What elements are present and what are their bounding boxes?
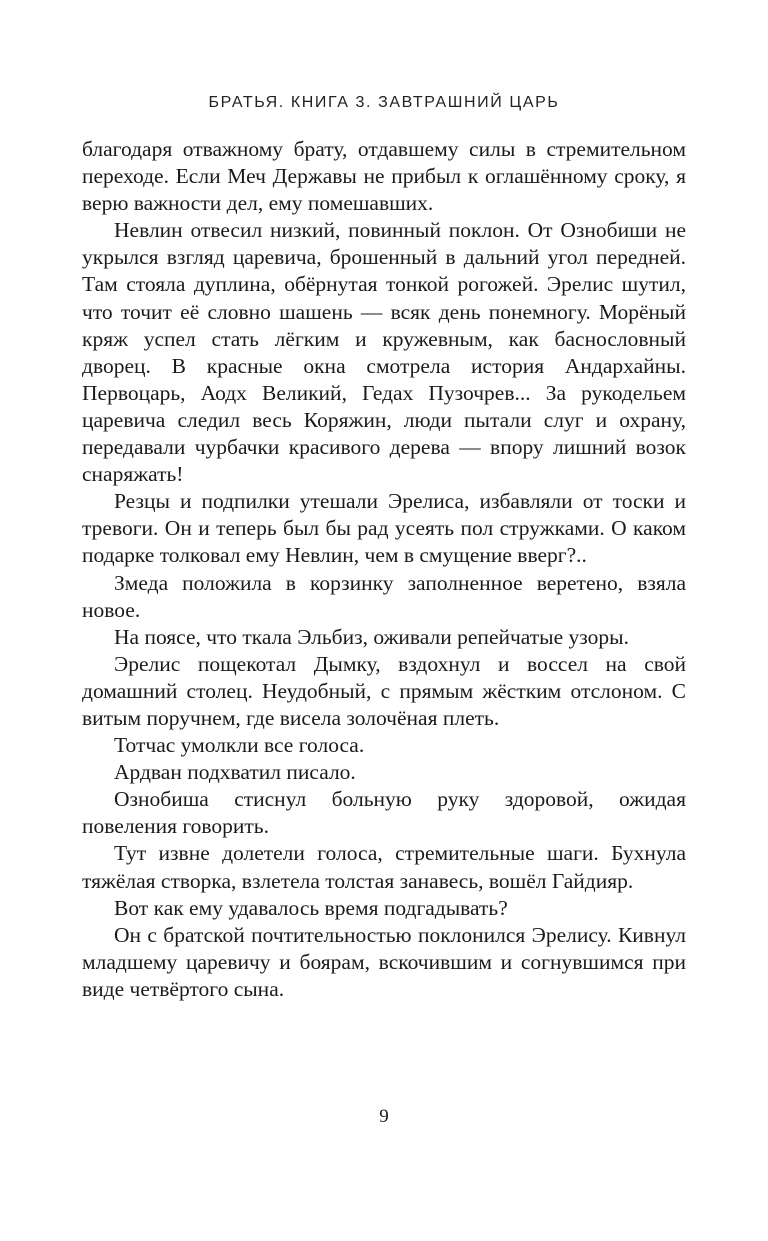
body-text <box>82 136 686 1003</box>
running-title: БРАТЬЯ. КНИГА 3. ЗАВТРАШНИЙ ЦАРЬ <box>208 94 560 111</box>
paragraph: Невлин отвесил низкий, повинный поклон. От Ознобиши не укрылся взгляд царевича, брошенный в дальний угол передней. Там стояла дуплина, обёрнутая тонкой рогожей. Эрелис шутил, что точит её словно шашень — всяк день понемногу. Морёный кряж успел стать лёгким и кружевным, как баснословный дворец. В красные окна смотрела история Андархайны. Первоцарь, Аодх Великий, Гедах Пузочрев... За рукодельем царевича следил весь Коряжин, люди пытали слуг и охрану, передавали чурбачки красивого дерева — впору лишний возок снаряжать! <box>82 218 686 487</box>
paragraph: Эрелис пощекотал Дымку, вздохнул и воссел на свой домашний столец. Неудобный, с прямым жёстким отслоном. С витым поручнем, где висела золочёная плеть. <box>82 651 686 730</box>
paragraph: На поясе, что ткала Эльбиз, оживали репейчатые узоры. <box>114 624 629 649</box>
paragraph: Змеда положила в корзинку заполненное веретено, взяла новое. <box>82 570 686 622</box>
paragraph: Тут извне долетели голоса, стремительные шаги. Бухнула тяжёлая створка, взлетела толстая занавесь, вошёл Гайдияр. <box>82 841 686 893</box>
paragraph: Тотчас умолкли все голоса. <box>114 733 365 758</box>
paragraph: Он с братской почтительностью поклонился Эрелису. Кивнул младшему царевичу и боярам, вскочившим и согнувшимся при виде четвёртого сына. <box>82 922 686 1001</box>
paragraph: Ардван подхватил писало. <box>114 760 356 785</box>
paragraph: Ознобиша стиснул больную руку здоровой, ожидая повеления говорить. <box>82 787 686 839</box>
paragraph: благодаря отважному брату, отдавшему силы в стремительном переходе. Если Меч Державы не прибыл к оглашённому сроку, я верю важности дел, ему помешавших. <box>82 137 686 216</box>
page-number: 9 <box>379 1106 389 1127</box>
paragraph: Вот как ему удавалось время подгадывать? <box>114 895 508 920</box>
paragraph: Резцы и подпилки утешали Эрелиса, избавляли от тоски и тревоги. Он и теперь был бы рад усеять пол стружками. О каком подарке толковал ему Невлин, чем в смущение вверг?.. <box>82 489 686 568</box>
